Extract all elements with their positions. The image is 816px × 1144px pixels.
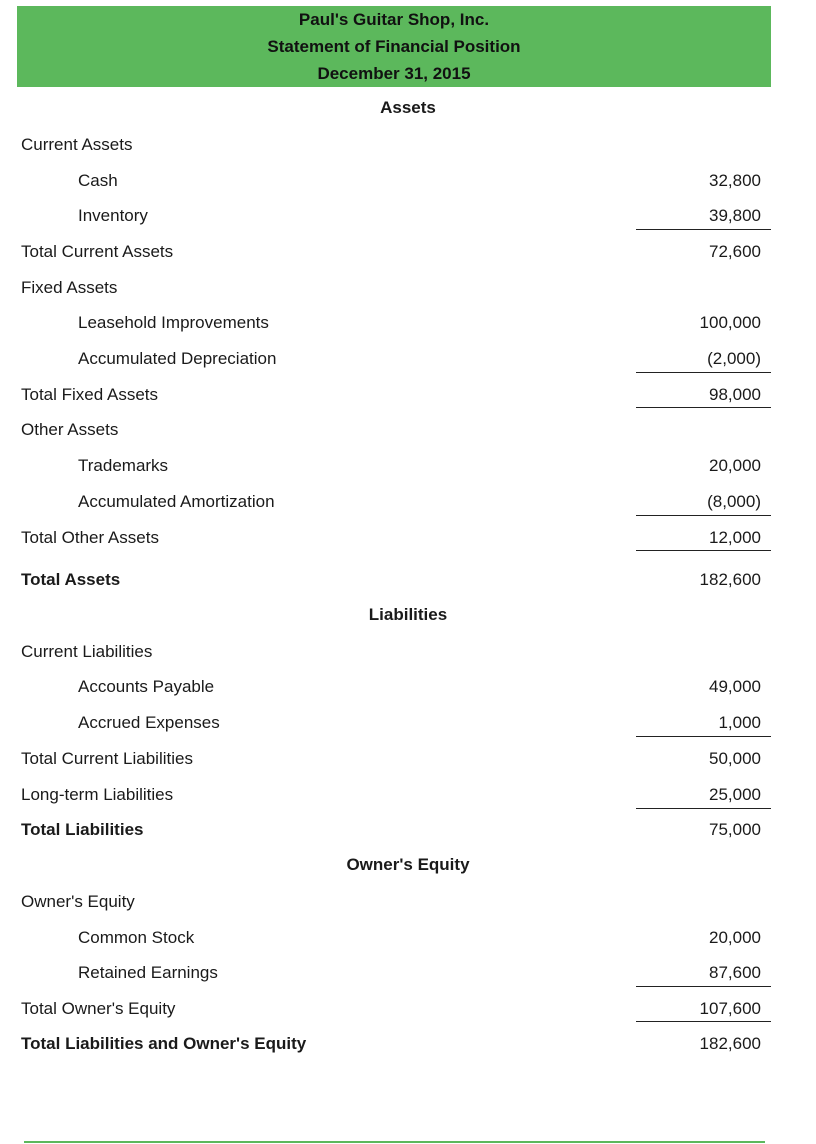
row-other-assets <box>0 412 816 448</box>
underline <box>636 515 771 516</box>
value-accumulated-amortization: (8,000) <box>707 492 761 511</box>
label-accumulated-depreciation: Accumulated Depreciation <box>78 349 277 368</box>
value-cash: 32,800 <box>709 171 761 190</box>
row-total-liabilities <box>0 812 816 848</box>
label-cash: Cash <box>78 171 118 190</box>
value-accounts-payable: 49,000 <box>709 677 761 696</box>
underline <box>636 808 771 809</box>
value-total-liabilities: 75,000 <box>709 820 761 839</box>
value-total-assets: 182,600 <box>699 570 761 589</box>
label-total-owners-equity: Total Owner's Equity <box>21 999 176 1018</box>
value-total-owners-equity: 107,600 <box>699 999 761 1018</box>
label-leasehold: Leasehold Improvements <box>78 313 269 332</box>
value-retained-earnings: 87,600 <box>709 963 761 982</box>
label-total-liabilities: Total Liabilities <box>21 820 144 839</box>
row-current-liabilities <box>0 634 816 670</box>
statement-date: December 31, 2015 <box>317 64 471 83</box>
label-common-stock: Common Stock <box>78 928 195 947</box>
label-accumulated-amortization: Accumulated Amortization <box>78 492 275 511</box>
label-trademarks: Trademarks <box>78 456 169 475</box>
row-owners-equity <box>0 884 816 920</box>
footer-divider <box>24 1141 765 1143</box>
company-name: Paul's Guitar Shop, Inc. <box>298 10 490 29</box>
statement-header <box>17 6 771 87</box>
label-retained-earnings: Retained Earnings <box>78 963 218 982</box>
label-inventory: Inventory <box>78 206 148 225</box>
underline <box>636 1021 771 1022</box>
label-long-term-liabilities: Long-term Liabilities <box>21 785 174 804</box>
underline <box>636 229 771 230</box>
value-total-liabilities-and-equity: 182,600 <box>699 1034 761 1053</box>
underline <box>636 550 771 551</box>
label-current-liabilities: Current Liabilities <box>21 642 153 661</box>
row-current-assets <box>0 127 816 163</box>
label-other-assets: Other Assets <box>21 420 119 439</box>
row-cash <box>0 163 816 199</box>
row-total-current-assets <box>0 234 816 270</box>
label-total-liabilities-and-equity: Total Liabilities and Owner's Equity <box>21 1034 307 1053</box>
label-total-current-liabilities: Total Current Liabilities <box>21 749 193 768</box>
value-long-term-liabilities: 25,000 <box>709 785 761 804</box>
underline <box>636 372 771 373</box>
section-owners-equity: Owner's Equity <box>346 855 470 874</box>
underline <box>636 407 771 408</box>
label-accrued-expenses: Accrued Expenses <box>78 713 220 732</box>
value-total-other-assets: 12,000 <box>709 528 761 547</box>
value-total-fixed-assets: 98,000 <box>709 385 761 404</box>
label-accounts-payable: Accounts Payable <box>78 677 215 696</box>
section-liabilities: Liabilities <box>368 605 448 624</box>
value-inventory: 39,800 <box>709 206 761 225</box>
row-leasehold <box>0 305 816 341</box>
label-current-assets: Current Assets <box>21 135 133 154</box>
label-total-current-assets: Total Current Assets <box>21 242 174 261</box>
row-trademarks <box>0 448 816 484</box>
label-total-assets: Total Assets <box>21 570 121 589</box>
label-total-other-assets: Total Other Assets <box>21 528 159 547</box>
label-owners-equity: Owner's Equity <box>21 892 135 911</box>
label-fixed-assets: Fixed Assets <box>21 278 118 297</box>
statement-title: Statement of Financial Position <box>267 37 521 56</box>
row-total-assets <box>0 562 816 598</box>
value-common-stock: 20,000 <box>709 928 761 947</box>
value-leasehold: 100,000 <box>699 313 761 332</box>
row-common-stock <box>0 920 816 956</box>
value-accumulated-depreciation: (2,000) <box>707 349 761 368</box>
underline <box>636 986 771 987</box>
value-accrued-expenses: 1,000 <box>718 713 761 732</box>
row-total-liabilities-and-equity <box>0 1026 816 1062</box>
underline <box>636 736 771 737</box>
label-total-fixed-assets: Total Fixed Assets <box>21 385 159 404</box>
value-trademarks: 20,000 <box>709 456 761 475</box>
section-assets: Assets <box>380 98 436 117</box>
row-total-current-liabilities <box>0 741 816 777</box>
row-fixed-assets <box>0 270 816 306</box>
row-accounts-payable <box>0 669 816 705</box>
value-total-current-liabilities: 50,000 <box>709 749 761 768</box>
value-total-current-assets: 72,600 <box>709 242 761 261</box>
